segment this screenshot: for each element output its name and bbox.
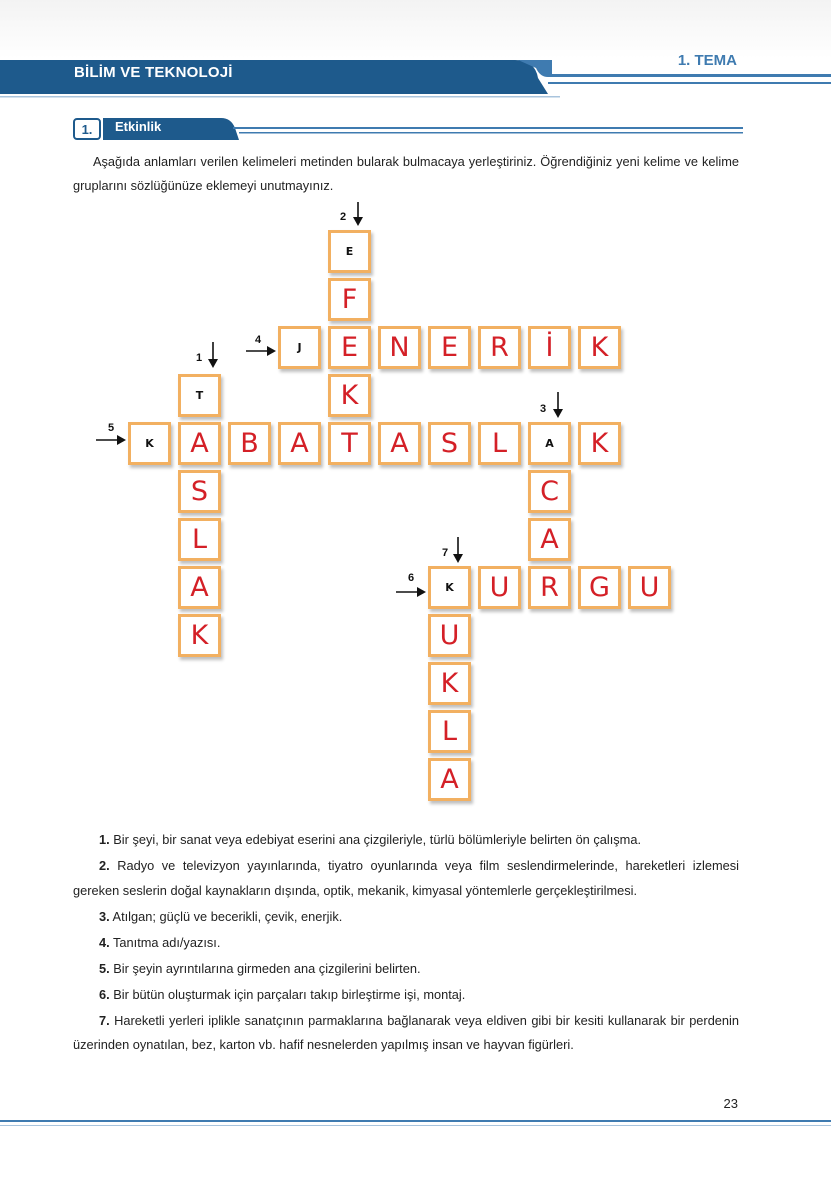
theme-label: 1. TEMA bbox=[677, 52, 737, 69]
crossword-cell: K bbox=[128, 422, 171, 465]
clue-item-text: Bir bütün oluşturmak için parçaları takıp birleştirme işi, montaj. bbox=[109, 986, 466, 1002]
clue-item bbox=[73, 854, 739, 903]
clue-item bbox=[73, 957, 739, 982]
crossword-cell: K bbox=[328, 374, 371, 417]
clue-item-text: Hareketli yerleri iplikle sanatçının parmaklarına bağlanarak veya eldiven gibi bir kesiti kullanarak bir perdenin üzerinden oynatılan, bez, karton vb. hafif nesnelerden yapılmış insan ve hayvan figürleri. bbox=[73, 1012, 739, 1052]
activity-heading bbox=[73, 116, 743, 142]
clue-item-text: Radyo ve televizyon yayınlarında, tiyatro oyunlarında veya film seslendirmelerinde, hareketleri izlemesi gereken seslerin doğal kaynakların dışında, optik, mekanik, kimyasal yöntemlerle gerçekleştirilmesi. bbox=[73, 858, 739, 898]
page-header bbox=[0, 0, 831, 110]
footer-rule bbox=[0, 1120, 831, 1122]
clue-item bbox=[73, 983, 739, 1008]
crossword-cell: L bbox=[428, 710, 471, 753]
clue-item-number: 3. bbox=[99, 908, 110, 924]
clue-item-text: Tanıtma adı/yazısı. bbox=[109, 934, 221, 950]
crossword-cell: G bbox=[578, 566, 621, 609]
clue-number-3: 3 bbox=[540, 403, 547, 415]
arrow-down-icon bbox=[452, 537, 466, 565]
crossword-cell: E bbox=[328, 326, 371, 369]
crossword-cell: L bbox=[478, 422, 521, 465]
clue-number-1: 1 bbox=[196, 352, 203, 364]
clue-number-5: 5 bbox=[108, 422, 115, 434]
crossword-cell: A bbox=[428, 758, 471, 801]
crossword-cell: N bbox=[378, 326, 421, 369]
clue-item-text: Bir şeyin ayrıntılarına girmeden ana çizgilerini belirten. bbox=[109, 960, 421, 976]
clue-number-2: 2 bbox=[340, 211, 347, 223]
arrow-right-icon bbox=[246, 345, 278, 357]
crossword-cell: T bbox=[328, 422, 371, 465]
activity-bar bbox=[73, 116, 743, 142]
crossword-cell: K bbox=[578, 326, 621, 369]
crossword-cell: A bbox=[178, 422, 221, 465]
crossword-cell: S bbox=[428, 422, 471, 465]
crossword-cell: R bbox=[528, 566, 571, 609]
clue-list bbox=[73, 828, 739, 1059]
crossword-cell: L bbox=[178, 518, 221, 561]
crossword-cell: A bbox=[528, 422, 571, 465]
clue-item-number: 2. bbox=[99, 858, 110, 873]
clue-item bbox=[73, 905, 739, 930]
section-title: BİLİM VE TEKNOLOJİ bbox=[74, 64, 233, 81]
crossword-cell: R bbox=[478, 326, 521, 369]
crossword-cell: U bbox=[628, 566, 671, 609]
crossword-cell: T bbox=[178, 374, 221, 417]
clue-item-text: Bir şeyi, bir sanat veya edebiyat eserini ana çizgileriyle, türlü bölümleriyle belirten ön çalışma. bbox=[109, 832, 642, 847]
clue-item-number: 4. bbox=[99, 934, 110, 950]
crossword-cell: C bbox=[528, 470, 571, 513]
clue-item-number: 5. bbox=[99, 960, 110, 976]
clue-number-4: 4 bbox=[255, 334, 262, 346]
page-number: 23 bbox=[723, 1096, 738, 1111]
crossword-cell: U bbox=[428, 614, 471, 657]
footer-rule-thin bbox=[0, 1125, 831, 1126]
crossword-cell: J bbox=[278, 326, 321, 369]
clue-item-text: Atılgan; güçlü ve becerikli, çevik, enerjik. bbox=[109, 908, 343, 924]
crossword-cell: F bbox=[328, 278, 371, 321]
instructions-text: Aşağıda anlamları verilen kelimeleri metinden bularak bulmacaya yerleştiriniz. Öğrendiğiniz yeni kelime ve kelime gruplarını sözlüğünüze eklemeyi unutmayınız. bbox=[73, 154, 739, 193]
clue-item-number: 1. bbox=[99, 832, 110, 847]
arrow-down-icon bbox=[352, 202, 366, 228]
crossword-cell: A bbox=[378, 422, 421, 465]
clue-item bbox=[73, 1009, 739, 1058]
crossword-cell: A bbox=[178, 566, 221, 609]
crossword-cell: K bbox=[428, 566, 471, 609]
crossword-cell: K bbox=[428, 662, 471, 705]
arrow-down-icon bbox=[552, 392, 566, 420]
arrow-down-icon bbox=[207, 342, 221, 370]
clue-item bbox=[73, 931, 739, 956]
clue-item-number: 6. bbox=[99, 986, 110, 1002]
crossword-cell: İ bbox=[528, 326, 571, 369]
crossword-cell: K bbox=[578, 422, 621, 465]
crossword-cell: E bbox=[328, 230, 371, 273]
activity-number: 1. bbox=[73, 118, 101, 140]
arrow-right-icon bbox=[96, 434, 128, 446]
crossword-cell: A bbox=[528, 518, 571, 561]
clue-item-number: 7. bbox=[99, 1012, 110, 1028]
crossword-cell: U bbox=[478, 566, 521, 609]
crossword-cell: B bbox=[228, 422, 271, 465]
clue-number-6: 6 bbox=[408, 572, 415, 584]
activity-label: Etkinlik bbox=[115, 119, 162, 134]
crossword-cell: K bbox=[178, 614, 221, 657]
crossword-cell: S bbox=[178, 470, 221, 513]
crossword-cell: E bbox=[428, 326, 471, 369]
clue-item bbox=[73, 828, 739, 853]
clue-number-7: 7 bbox=[442, 547, 449, 559]
crossword-cell: A bbox=[278, 422, 321, 465]
arrow-right-icon bbox=[396, 586, 428, 598]
